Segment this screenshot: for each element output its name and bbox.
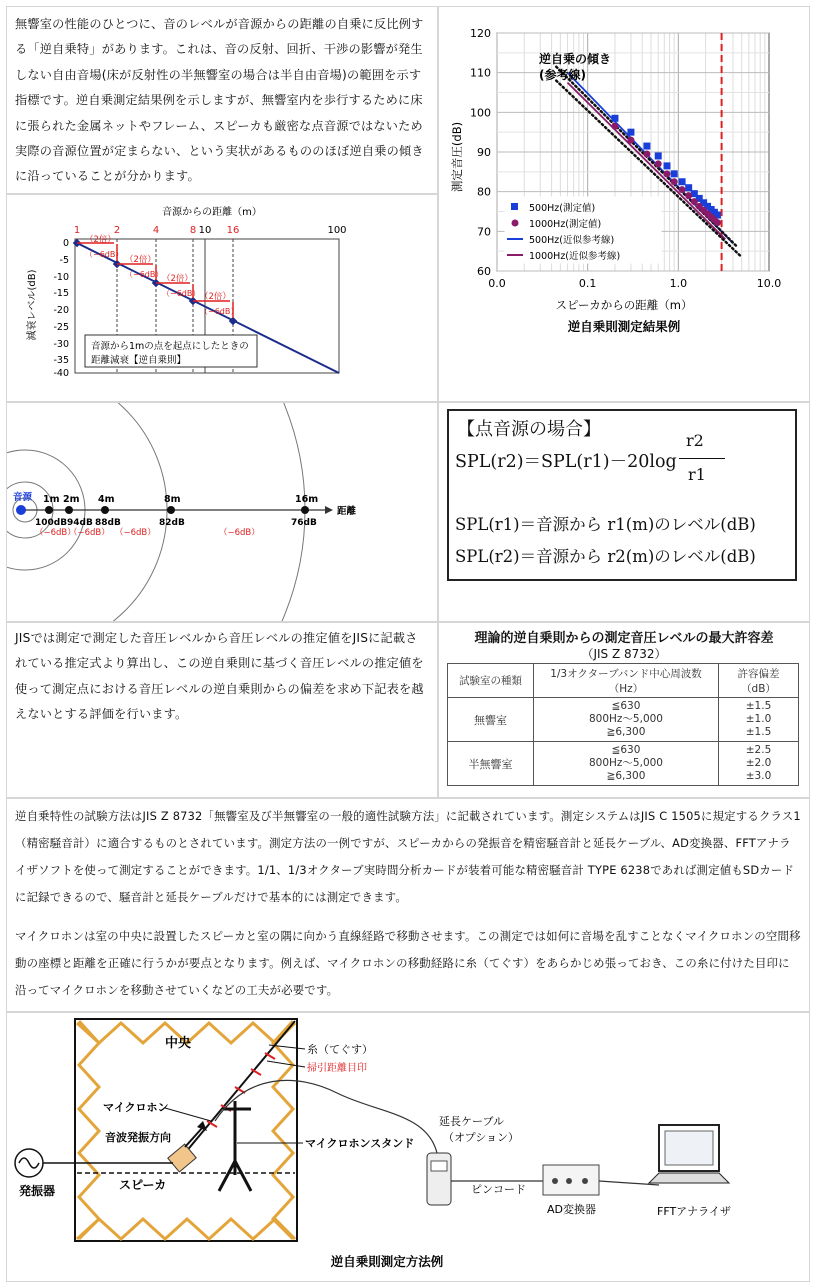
decay-chart [7, 195, 437, 401]
anechoic-room [75, 1019, 297, 1241]
data-point-1000hz [655, 160, 662, 167]
minus6-label: （−6dB） [85, 250, 124, 259]
data-point-1000hz [627, 137, 634, 144]
decay-ytick: -35 [53, 355, 69, 366]
intro-text: 無響室の性能のひとつに、音のレベルが音源からの距離の自乗に反比例する「逆自乗特」があります。これは、音の反射、回折、干渉の影響が発生しない自由音場(床が反射性の半無響室の場合は半自由音場)の範囲を示す指標です。逆自乗測定結果例を示しますが、無響室内を歩行するために床に張られた金属ネットやフレーム、スピーカも厳密な点音源ではないため実際の音源位置が定まらない、という実状があるもののほぼ逆自乗の傾きに沿っていることが分かります。 [15, 17, 424, 184]
freq-cell: ≦630 [611, 700, 641, 712]
data-point-1000hz [664, 170, 671, 177]
y-tick-label: 80 [477, 185, 491, 199]
decrement-label: （−6dB） [219, 528, 260, 538]
formula-title: 【点音源の場合】 [457, 419, 601, 440]
method-para-1: 逆自乗特性の試験方法はJIS Z 8732「無響室及び半無響室の一般的適性試験方法」に記載されています。測定システムはJIS C 1505に規定するクラス1（精密騒音計）に適合するものとされています。測定方法の一例ですが、スピーカからの発振音を精密騒音計と延長ケーブル、AD変換器、FFTアナライザソフトを使って測定することができます。1/1、1/3オクターブ実時間分析カードが装着可能な精密騒音計 TYPE 6238であれば測定値もSDカードに記録できるので、騒音計と延長ケーブルだけで基本的には測定できます。 [15, 809, 801, 904]
decay-ytick: -15 [53, 288, 69, 299]
minus6-label: （−6dB） [200, 307, 239, 316]
minus6-label: （−6dB） [162, 289, 201, 298]
decrement-label: （−6dB） [35, 528, 76, 538]
data-point-500hz [643, 143, 650, 150]
dist-label: 2m [63, 494, 80, 505]
method-para-2: マイクロホンは室の中央に設置したスピーカと室の隅に向かう直線経路で移動させます。この測定では如何に音場を乱すことなくマイクロホンの空間移動の座標と距離を正確に行うかが要点となります。例えば、マイクロホンの移動経路に糸（てぐす）をあらかじめ張っておき、この糸に付けた目印に沿ってマイクロホンを移動させていくなどの工夫が必要です。 [15, 929, 801, 997]
jis-table [447, 663, 799, 786]
decay-chart-title: 音源からの距離（m） [162, 207, 262, 218]
freq-cell: ≦630 [611, 744, 641, 756]
jis-text: JISでは測定で測定した音圧レベルから音圧レベルの推定値をJISに記載されている推定式より算出し、この逆自乗則に基づく音圧レベルの推定値を使って測定点における音圧レベルの逆自乗則からの偏差を求め下記表を越えないとする評価を行います。 [15, 631, 424, 722]
decay-ytick: -20 [53, 305, 69, 316]
jis-text-cell [6, 622, 438, 798]
decay-chart-cell [6, 194, 438, 402]
level-label: 76dB [291, 518, 317, 528]
decay-tick-10: 10 [198, 225, 212, 236]
decay-ytick: -5 [59, 255, 69, 266]
formula-def-2: SPL(r2)＝音源から r2(m)のレベル(dB) [455, 547, 756, 566]
double-label: （2倍） [125, 255, 156, 265]
source-dot [16, 505, 26, 515]
setup-diagram [7, 1013, 809, 1281]
decay-ytick: 0 [62, 238, 69, 249]
y-tick-label: 110 [470, 66, 491, 80]
legend-swatch [512, 220, 519, 227]
level-label: 88dB [95, 518, 121, 528]
pin-cord-label: ピンコード [471, 1183, 526, 1196]
fft-label: FFTアナライザ [657, 1205, 731, 1218]
method-cell [6, 798, 810, 1012]
source-label: 音源 [13, 492, 33, 503]
oscillator-label: 発振器 [19, 1184, 56, 1198]
rings-cell [6, 402, 438, 622]
setup-diagram-cell [6, 1012, 810, 1282]
legend-label: 1000Hz(近似参考線) [529, 251, 621, 262]
table-row [448, 698, 799, 742]
formula-numerator: r2 [686, 431, 704, 450]
y-tick-label: 120 [470, 27, 491, 40]
ad-label: AD変換器 [547, 1203, 596, 1216]
decay-ytick: -40 [53, 368, 69, 379]
decay-ytick: -10 [53, 272, 69, 283]
jis-header: 許容偏差 （dB） [719, 664, 799, 698]
formula-def-1: SPL(r1)＝音源から r1(m)のレベル(dB) [455, 515, 756, 534]
distance-label: 距離 [337, 506, 357, 517]
decay-note-2: 距離減衰【逆自乗則】 [91, 355, 187, 366]
double-label: （2倍） [200, 292, 231, 302]
legend-label: 1000Hz(測定値) [529, 219, 602, 230]
legend-swatch [511, 203, 518, 210]
center-label: 中央 [165, 1036, 192, 1051]
data-point-500hz [679, 178, 686, 185]
data-point-500hz [655, 152, 662, 159]
jis-table-subtitle: （JIS Z 8732） [581, 647, 667, 661]
level-label: 94dB [67, 518, 93, 528]
table-row [448, 742, 799, 786]
freq-cell: 800Hz～5,000 [588, 757, 663, 769]
decay-tick-2: 2 [113, 225, 121, 236]
formula-cell [438, 402, 810, 622]
formula-denominator: r1 [688, 465, 706, 484]
rings-diagram [7, 403, 437, 621]
cable-label: 延長ケーブル [439, 1115, 505, 1128]
dist-label: 4m [98, 494, 115, 505]
jis-header: 試験室の種類 [448, 664, 534, 698]
y-tick-label: 60 [477, 265, 491, 278]
measurement-chart-cell [438, 6, 810, 402]
x-tick-label: 1.0 [669, 277, 688, 290]
jis-table-cell [438, 622, 810, 798]
decay-tick-4: 4 [152, 225, 160, 236]
dist-label: 1m [43, 494, 60, 505]
chart-title: 逆自乗則測定結果例 [567, 319, 681, 334]
formula-lhs: SPL(r2)＝SPL(r1)－20log [455, 452, 677, 472]
data-point-1000hz [714, 219, 721, 226]
chart-y-label: 測定音圧(dB) [450, 121, 464, 193]
jis-header: 1/3オクターブバンド中心周波数 （Hz） [534, 664, 719, 698]
minus6-label: （−6dB） [125, 270, 164, 279]
legend-label: 500Hz(測定値) [529, 203, 596, 214]
x-tick-label: 10.0 [756, 277, 782, 290]
data-point-1000hz [643, 150, 650, 157]
direction-label: 音波発振方向 [105, 1131, 171, 1144]
decay-tick-100: 100 [327, 225, 347, 236]
level-label: 100dB [35, 518, 68, 528]
dist-label: 8m [164, 494, 181, 505]
jis-table-title: 理論的逆自乗則からの測定音圧レベルの最大許容差 [474, 631, 774, 646]
data-point-1000hz [611, 123, 618, 130]
y-tick-label: 90 [477, 146, 491, 159]
x-tick-label: 0.1 [578, 277, 597, 290]
tol-cell: ±1.5 [745, 700, 772, 712]
annotation-line-1: 逆自乗の傾き [539, 52, 612, 66]
sweep-mark-label: 掃引距離目印 [307, 1063, 367, 1074]
tol-cell: ±3.0 [745, 770, 772, 782]
data-point-500hz [611, 115, 618, 122]
decay-tick-1: 1 [73, 225, 81, 236]
room-type: 半無響室 [448, 742, 534, 786]
decay-ytick: -25 [53, 322, 69, 333]
data-point-1000hz [685, 192, 692, 199]
freq-cell: ≧6,300 [606, 726, 646, 738]
microphone-label: マイクロホン [103, 1101, 169, 1114]
legend-label: 500Hz(近似参考線) [529, 235, 615, 246]
annotation-line-2: (参考線) [539, 68, 586, 82]
data-point-500hz [627, 129, 634, 136]
data-point-500hz [664, 162, 671, 169]
dist-label: 16m [295, 494, 319, 505]
freq-cell: ≧6,300 [606, 770, 646, 782]
tol-cell: ±2.0 [745, 757, 772, 769]
decay-ytick: -30 [53, 339, 69, 350]
decrement-label: （−6dB） [69, 528, 110, 538]
stand-label: マイクロホンスタンド [305, 1137, 415, 1150]
tol-cell: ±1.0 [745, 713, 772, 725]
tol-cell: ±2.5 [745, 744, 772, 756]
freq-cell: 800Hz～5,000 [588, 713, 663, 725]
decrement-label: （−6dB） [115, 528, 156, 538]
level-label: 82dB [159, 518, 185, 528]
x-tick-label: 0.0 [488, 277, 506, 290]
chart-x-label: スピーカからの距離（m） [555, 298, 693, 312]
double-label: （2倍） [162, 274, 193, 284]
measurement-chart [439, 7, 809, 401]
decay-tick-16: 16 [226, 225, 240, 236]
string-label: 糸（てぐす） [307, 1043, 373, 1056]
room-type: 無響室 [448, 698, 534, 742]
decay-tick-8: 8 [189, 225, 197, 236]
tol-cell: ±1.5 [745, 726, 772, 738]
decay-note-1: 音源から1mの点を起点にしたときの [91, 341, 249, 352]
data-point-1000hz [671, 178, 678, 185]
fraction-bar [679, 458, 725, 459]
intro-cell [6, 6, 438, 194]
data-point-1000hz [679, 186, 686, 193]
double-label: （2倍） [85, 235, 116, 245]
speaker-label: スピーカ [119, 1178, 167, 1192]
setup-caption: 逆自乗則測定方法例 [330, 1254, 444, 1269]
y-tick-label: 70 [477, 225, 491, 239]
ring-8m [7, 403, 167, 621]
decay-y-label: 減衰レベル(dB) [27, 269, 38, 341]
option-label: （オプション） [443, 1131, 520, 1144]
data-point-500hz [671, 170, 678, 177]
y-tick-label: 100 [470, 106, 491, 120]
